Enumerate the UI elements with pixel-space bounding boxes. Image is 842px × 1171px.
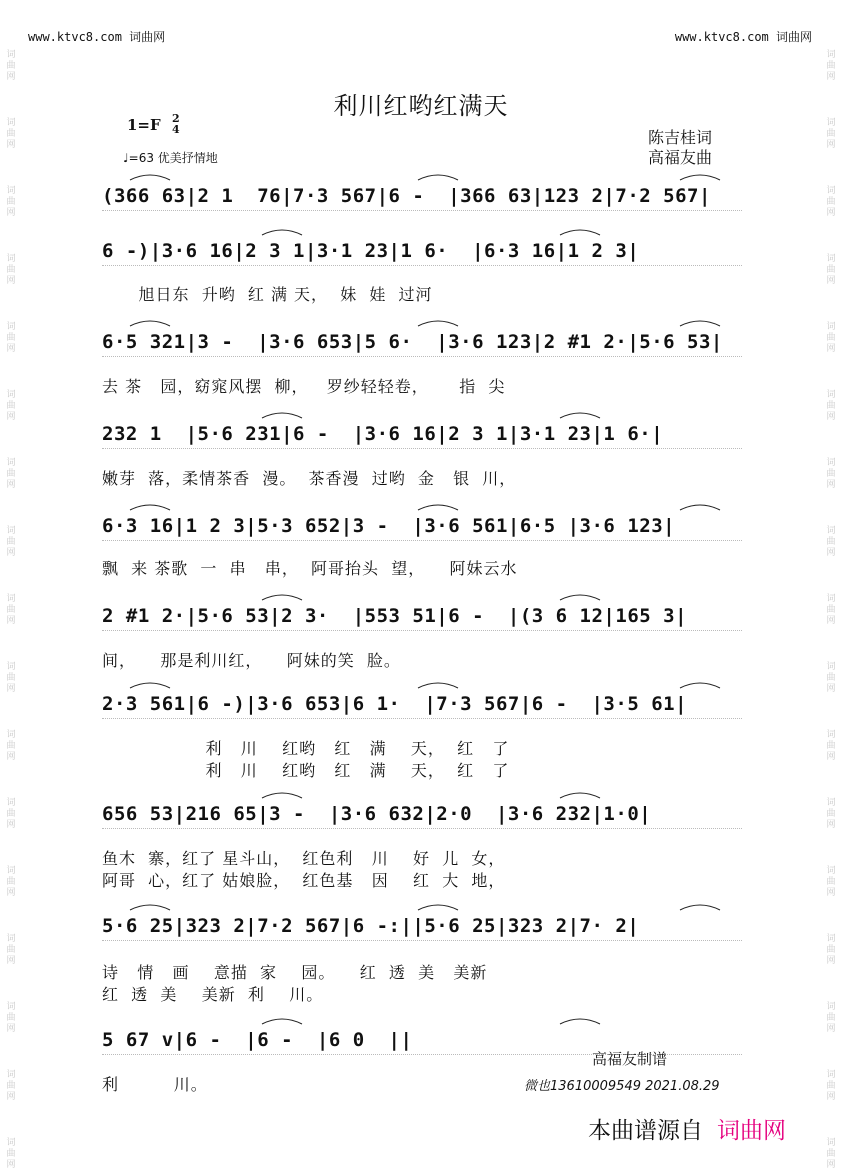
lyric-line-10: 诗 情 画 意描 家 园。 红 透 美 美新	[102, 963, 488, 982]
watermark-text: 词 曲 网	[6, 390, 16, 422]
tempo-marking: ♩=63 优美抒情地	[123, 151, 218, 165]
watermark-text: 词 曲 网	[826, 322, 836, 354]
score-line-9: 5·6 25|323 2|7·2 567|6 -:||5·6 25|323 2|7· 2|	[102, 908, 742, 944]
watermark-text: 词 曲 网	[826, 730, 836, 762]
watermark-text: 词 曲 网	[826, 458, 836, 490]
source-brand[interactable]: 词曲网	[717, 1118, 786, 1144]
meter-top: 2	[172, 112, 180, 125]
score-line-1: (366 63|2 1 76|7·3 567|6 - |366 63|123 2|7·2 567|	[102, 178, 742, 214]
watermark-text: 词 曲 网	[6, 1002, 16, 1034]
score-maker: 高福友制谱	[592, 1050, 668, 1068]
watermark-text: 词 曲 网	[6, 254, 16, 286]
watermark-text: 词 曲 网	[6, 730, 16, 762]
watermark-text: 词 曲 网	[826, 1138, 836, 1170]
score-line-5: 6·3 16|1 2 3|5·3 652|3 - |3·6 561|6·5 |3·6 123|	[102, 508, 742, 544]
watermark-text: 词 曲 网	[826, 866, 836, 898]
watermark-text: 词 曲 网	[6, 50, 16, 82]
site-header-left[interactable]: www.ktvc8.com 词曲网	[28, 30, 166, 44]
right-watermark-strip	[820, 0, 842, 1171]
watermark-text: 词 曲 网	[826, 934, 836, 966]
watermark-text: 词 曲 网	[826, 254, 836, 286]
score-line-4: 232 1 |5·6 231|6 - |3·6 16|2 3 1|3·1 23|1 6·|	[102, 416, 742, 452]
score-line-3: 6·5 321|3 - |3·6 653|5 6· |3·6 123|2 #1 2·|5·6 53|	[102, 324, 742, 360]
source-label: 本曲谱源自	[588, 1118, 703, 1144]
left-watermark-strip	[0, 0, 22, 1171]
source-footer	[588, 1112, 786, 1145]
watermark-text: 词 曲 网	[6, 594, 16, 626]
lyricist-credit: 陈吉桂词	[648, 128, 713, 147]
score-line-2: 6 -)|3·6 16|2 3 1|3·1 23|1 6· |6·3 16|1 2 3|	[102, 233, 742, 269]
lyric-line-7: 利 川 红哟 红 满 天， 红 了	[102, 761, 510, 780]
watermark-text: 词 曲 网	[826, 1002, 836, 1034]
lyric-line-9: 阿哥 心，红了 姑娘脸， 红色基 因 红 大 地，	[102, 871, 506, 890]
watermark-text: 词 曲 网	[826, 594, 836, 626]
watermark-text: 词 曲 网	[6, 1070, 16, 1102]
lyric-line-2: 去 茶 园，窈窕风摆 柳， 罗纱轻轻卷， 指 尖	[102, 377, 506, 396]
composer-credit: 高福友曲	[648, 148, 713, 167]
watermark-text: 词 曲 网	[6, 186, 16, 218]
score-line-6: 2 #1 2·|5·6 53|2 3· |553 51|6 - |(3 6 12|165 3|	[102, 598, 742, 634]
watermark-text: 词 曲 网	[826, 118, 836, 150]
watermark-text: 词 曲 网	[826, 662, 836, 694]
watermark-text: 词 曲 网	[826, 186, 836, 218]
lyric-line-11: 红 透 美 美新 利 川。	[102, 985, 324, 1004]
watermark-text: 词 曲 网	[6, 458, 16, 490]
score-line-8: 656 53|216 65|3 - |3·6 632|2·0 |3·6 232|1·0|	[102, 796, 742, 832]
watermark-text: 词 曲 网	[6, 118, 16, 150]
lyric-line-3: 嫩芽 落，柔情茶香 漫。 茶香漫 过哟 金 银 川，	[102, 469, 517, 488]
watermark-text: 词 曲 网	[826, 390, 836, 422]
lyric-line-4: 飘 来 茶歌 一 串 串， 阿哥抬头 望， 阿妹云水	[102, 559, 518, 578]
watermark-text: 词 曲 网	[826, 1070, 836, 1102]
lyric-line-6: 利 川 红哟 红 满 天， 红 了	[102, 739, 510, 758]
watermark-text: 词 曲 网	[826, 50, 836, 82]
song-title: 利川红哟红满天	[333, 92, 509, 120]
contact-info: 微也13610009549 2021.08.29	[524, 1079, 720, 1094]
watermark-text: 词 曲 网	[6, 662, 16, 694]
site-header-right[interactable]: www.ktvc8.com 词曲网	[674, 30, 812, 44]
lyric-line-12: 利 川。	[102, 1075, 208, 1094]
watermark-text: 词 曲 网	[6, 866, 16, 898]
watermark-text: 词 曲 网	[6, 322, 16, 354]
watermark-text: 词 曲 网	[6, 1138, 16, 1170]
key-signature: 1=F	[127, 116, 161, 134]
watermark-text: 词 曲 网	[6, 526, 16, 558]
score-line-10: 5 67 v|6 - |6 - |6 0 ||	[102, 1022, 742, 1058]
meter-bottom: 4	[172, 123, 180, 136]
watermark-text: 词 曲 网	[826, 798, 836, 830]
watermark-text: 词 曲 网	[826, 526, 836, 558]
watermark-text: 词 曲 网	[6, 934, 16, 966]
time-signature	[172, 113, 180, 135]
lyric-line-8: 鱼木 寨，红了 星斗山， 红色利 川 好 儿 女，	[102, 849, 506, 868]
watermark-text: 词 曲 网	[6, 798, 16, 830]
lyric-line-5: 间， 那是利川红， 阿妹的笑 脸。	[102, 651, 401, 670]
score-line-7: 2·3 561|6 -)|3·6 653|6 1· |7·3 567|6 - |3·5 61|	[102, 686, 742, 722]
lyric-line-1: 旭日东 升哟 红 满 天， 妹 娃 过河	[102, 285, 433, 304]
